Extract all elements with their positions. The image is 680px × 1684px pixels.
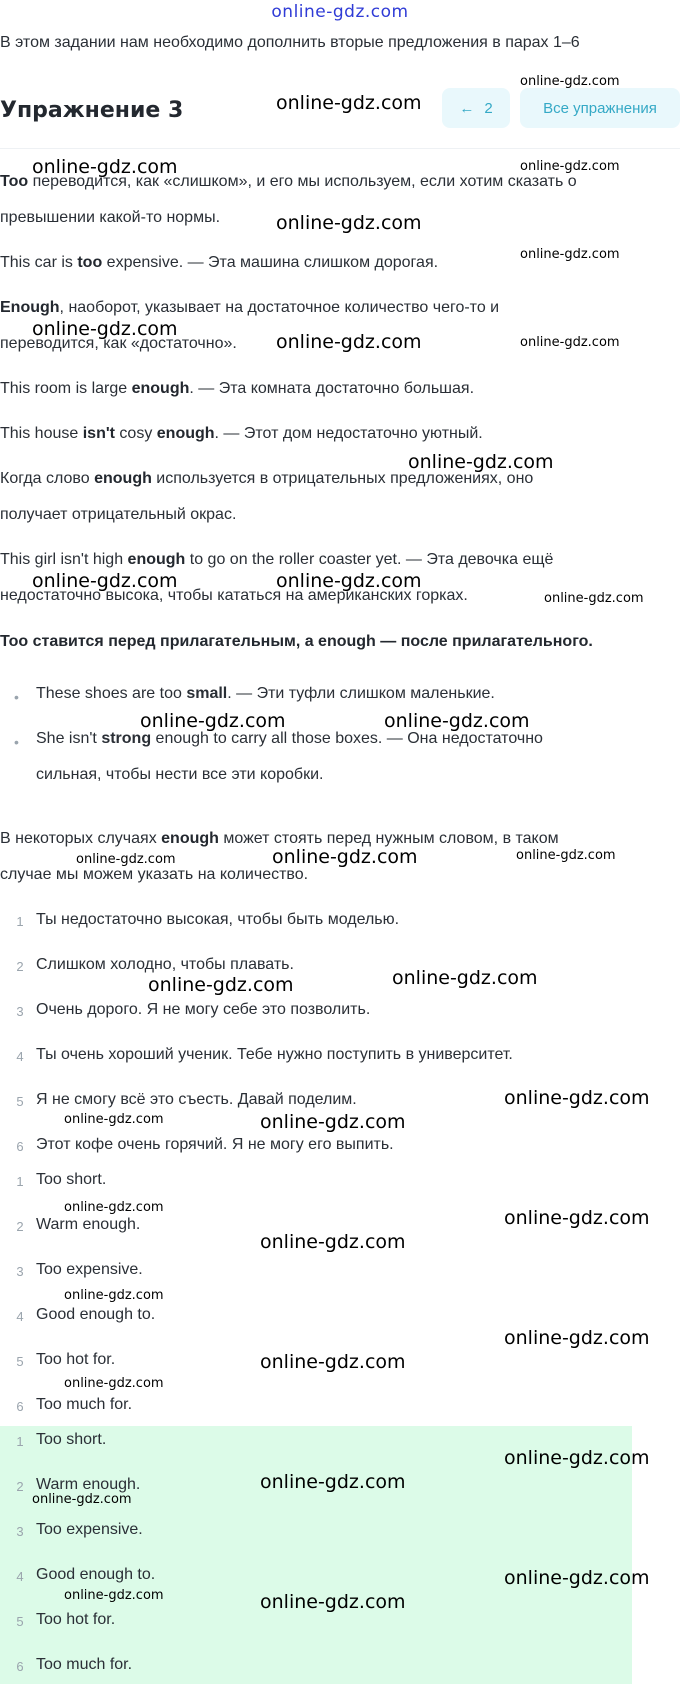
answer-number: 1 — [16, 1434, 24, 1449]
task-text: Я не смогу всё это съесть. Давай поделим. — [36, 1091, 357, 1108]
example-keyword: enough — [127, 551, 186, 568]
watermark: online-gdz.com — [504, 1447, 650, 1469]
example-keyword: strong — [101, 730, 152, 747]
watermark: online-gdz.com — [516, 848, 616, 863]
term-enough: enough — [161, 830, 219, 847]
term-enough: Enough — [0, 299, 60, 316]
example-text: This room is large — [0, 380, 132, 397]
answer-text: Too short. — [36, 1171, 107, 1188]
watermark: online-gdz.com — [64, 1376, 164, 1391]
example-text: This car is — [0, 254, 78, 271]
example-text: This girl isn't high — [0, 551, 128, 568]
watermark: online-gdz.com — [408, 451, 554, 473]
task-text: Очень дорого. Я не могу себе это позволить. — [36, 1001, 371, 1018]
watermark: online-gdz.com — [276, 331, 422, 353]
watermark: online-gdz.com — [64, 1200, 164, 1215]
task-text: Ты недостаточно высокая, чтобы быть моделью. — [36, 911, 400, 928]
answer-text: Good enough to. — [36, 1306, 156, 1323]
task-number: 1 — [16, 914, 24, 929]
example-girl-line1 — [0, 550, 553, 570]
answer-text: Too much for. — [36, 1396, 133, 1413]
intro-text: В этом задании нам необходимо дополнить вторые предложения в парах 1–6 — [0, 34, 580, 51]
example-text: She isn't — [36, 730, 102, 747]
theory-enough-line1 — [0, 298, 499, 318]
theory-negative-line2: получает отрицательный окрас. — [0, 506, 237, 523]
answer-number: 4 — [16, 1569, 24, 1584]
task-number: 4 — [16, 1049, 24, 1064]
task-text: Слишком холодно, чтобы плавать. — [36, 956, 294, 973]
watermark: online-gdz.com — [520, 335, 620, 350]
answer-number: 2 — [16, 1479, 24, 1494]
example-house — [0, 424, 483, 444]
answer-number: 5 — [16, 1354, 24, 1369]
watermark: online-gdz.com — [504, 1207, 650, 1229]
theory-text: В некоторых случаях — [0, 830, 162, 847]
page-title: Упражнение 3 — [0, 98, 184, 123]
watermark: online-gdz.com — [392, 967, 538, 989]
answer-number: 1 — [16, 1174, 24, 1189]
example-text: cosy — [114, 425, 157, 442]
bullet-boxes-line1 — [36, 730, 543, 748]
theory-enough-line2: переводится, как «достаточно». — [0, 335, 237, 352]
example-text: . — Этот дом недостаточно уютный. — [214, 425, 483, 442]
task-number: 2 — [16, 959, 24, 974]
answer-text: Good enough to. — [36, 1566, 156, 1583]
task-text: Ты очень хороший ученик. Тебе нужно поступить в университет. — [36, 1046, 513, 1063]
theory-text: , наоборот, указывает на достаточное количество чего-то и — [59, 299, 500, 316]
answer-text: Too expensive. — [36, 1521, 143, 1538]
watermark: online-gdz.com — [32, 1492, 132, 1507]
watermark: online-gdz.com — [504, 1327, 650, 1349]
example-text: expensive. — Эта машина слишком дорогая. — [102, 254, 439, 271]
answer-number: 5 — [16, 1614, 24, 1629]
watermark: online-gdz.com — [504, 1567, 650, 1589]
answer-number: 2 — [16, 1219, 24, 1234]
watermark: online-gdz.com — [260, 1231, 406, 1253]
answer-text: Too expensive. — [36, 1261, 143, 1278]
answer-text: Too hot for. — [36, 1611, 116, 1628]
theory-too-line2: превышении какой-то нормы. — [0, 209, 221, 226]
example-text: to go on the roller coaster yet. — Эта девочка ещё — [185, 551, 554, 568]
watermark: online-gdz.com — [504, 1087, 650, 1109]
watermark: online-gdz.com — [260, 1351, 406, 1373]
watermark: online-gdz.com — [64, 1288, 164, 1303]
task-number: 5 — [16, 1094, 24, 1109]
example-keyword: too — [77, 254, 103, 271]
watermark: online-gdz.com — [64, 1588, 164, 1603]
watermark: online-gdz.com — [260, 1471, 406, 1493]
theory-text: используется в отрицательных предложениях, оно — [151, 470, 534, 487]
answer-text: Warm enough. — [36, 1476, 141, 1493]
example-text: . — Эти туфли слишком маленькие. — [227, 685, 495, 702]
watermark: online-gdz.com — [32, 318, 178, 340]
watermark: online-gdz.com — [64, 1112, 164, 1127]
term-enough: enough — [94, 470, 152, 487]
task-text: Этот кофе очень горячий. Я не могу его выпить. — [36, 1136, 394, 1153]
arrow-left-icon: ← — [459, 99, 475, 117]
rule-bold: Too ставится перед прилагательным, а enough — после прилагательного. — [0, 633, 593, 650]
example-car — [0, 253, 438, 273]
watermark: online-gdz.com — [260, 1591, 406, 1613]
example-keyword: small — [186, 685, 228, 702]
watermark: online-gdz.com — [148, 974, 294, 996]
example-text: enough to carry all those boxes. — Она недостаточно — [151, 730, 543, 747]
term-too: Too — [0, 173, 29, 190]
bullet-shoes — [36, 685, 495, 703]
example-keyword: enough — [156, 425, 215, 442]
watermark: online-gdz.com — [520, 247, 620, 262]
watermark: online-gdz.com — [276, 212, 422, 234]
watermark: online-gdz.com — [32, 570, 178, 592]
theory-text: переводится, как «слишком», и его мы используем, если хотим сказать о — [28, 173, 577, 190]
example-keyword: enough — [131, 380, 190, 397]
bullet-boxes-line2: сильная, чтобы нести все эти коробки. — [36, 766, 324, 783]
example-text: This house — [0, 425, 83, 442]
task-number: 3 — [16, 1004, 24, 1019]
watermark: online-gdz.com — [276, 570, 422, 592]
answer-text: Too short. — [36, 1431, 107, 1448]
watermark: online-gdz.com — [544, 591, 644, 606]
answer-number: 3 — [16, 1524, 24, 1539]
answer-text: Too much for. — [36, 1656, 133, 1673]
answer-text: Warm enough. — [36, 1216, 141, 1233]
watermark: online-gdz.com — [260, 1111, 406, 1133]
example-room — [0, 379, 474, 399]
answer-number: 4 — [16, 1309, 24, 1324]
watermark: online-gdz.com — [32, 156, 178, 178]
answer-number: 6 — [16, 1659, 24, 1674]
bullet-dot: • — [14, 689, 19, 705]
example-girl-line2: недостаточно высока, чтобы кататься на американских горках. — [0, 587, 468, 604]
rule-text — [0, 632, 593, 652]
answer-number: 6 — [16, 1399, 24, 1414]
answer-text: Too hot for. — [36, 1351, 116, 1368]
watermark: online-gdz.com — [520, 159, 620, 174]
example-text: . — Эта комната достаточно большая. — [189, 380, 475, 397]
watermark: online-gdz.com — [140, 710, 286, 732]
answer-number: 3 — [16, 1264, 24, 1279]
watermark: online-gdz.com — [520, 74, 620, 89]
theory-text: может стоять перед нужным словом, в таком — [218, 830, 559, 847]
task-number: 6 — [16, 1139, 24, 1154]
example-keyword: isn't — [82, 425, 115, 442]
prev-exercise-button[interactable] — [442, 88, 510, 128]
site-logo-text[interactable]: online-gdz.com — [271, 2, 409, 22]
prev-exercise-number: 2 — [484, 99, 493, 117]
all-exercises-button[interactable]: Все упражнения — [520, 88, 680, 128]
example-text: These shoes are too — [36, 685, 187, 702]
watermark: online-gdz.com — [272, 846, 418, 868]
watermark: online-gdz.com — [276, 92, 422, 114]
watermark: online-gdz.com — [76, 852, 176, 867]
theory-some-line2: случае мы можем указать на количество. — [0, 866, 309, 883]
watermark: online-gdz.com — [384, 710, 530, 732]
theory-text: Когда слово — [0, 470, 95, 487]
bullet-dot: • — [14, 734, 19, 750]
